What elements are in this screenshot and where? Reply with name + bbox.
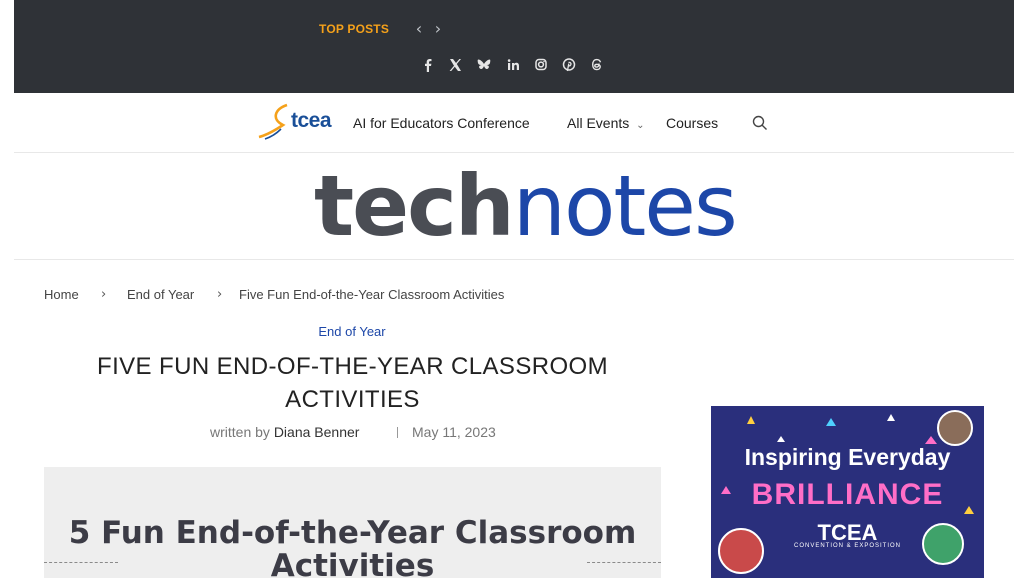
instagram-icon[interactable] — [531, 56, 551, 74]
chevron-right-icon: › — [101, 287, 107, 302]
ad-subtitle: CONVENTION & EXPOSITION — [793, 543, 901, 549]
brand-banner — [14, 153, 1014, 260]
facebook-icon[interactable] — [418, 56, 438, 74]
chevron-right-icon: › — [217, 287, 223, 302]
search-icon[interactable] — [752, 115, 768, 131]
threads-icon[interactable] — [587, 56, 607, 74]
technotes-logo[interactable] — [314, 157, 736, 255]
menu-item-all-events[interactable] — [567, 115, 645, 131]
article-date: May 11, 2023 — [412, 424, 496, 440]
brand-notes-text: notes — [512, 157, 736, 255]
main-header — [14, 93, 1014, 153]
chevron-down-icon: ⌄ — [636, 120, 645, 131]
breadcrumb-current: Five Fun End-of-the-Year Classroom Activities — [239, 287, 505, 302]
menu-item-ai-conference[interactable]: AI for Educators Conference — [353, 115, 530, 131]
brand-tech-text: tech — [314, 157, 513, 255]
written-by-label: written by — [210, 424, 270, 440]
author-link[interactable]: Diana Benner — [273, 424, 360, 440]
pinterest-icon[interactable] — [559, 56, 579, 74]
x-icon[interactable] — [445, 56, 465, 74]
ad-tagline: Inspiring Everyday — [744, 444, 951, 470]
chevron-right-icon[interactable]: › — [434, 19, 442, 38]
menu-item-all-events-label: All Events — [567, 115, 630, 131]
featured-image — [44, 467, 661, 578]
sidebar-ad-banner[interactable] — [711, 406, 984, 578]
ad-brand: TCEA — [817, 520, 878, 545]
breadcrumb-category[interactable]: End of Year — [127, 287, 195, 302]
top-bar — [14, 0, 1014, 93]
meta-divider — [397, 427, 398, 438]
article-meta — [210, 424, 359, 440]
top-posts-label: TOP POSTS — [319, 22, 390, 36]
logo-text: tcea — [291, 109, 332, 132]
linkedin-icon[interactable] — [503, 56, 523, 74]
menu-item-courses[interactable]: Courses — [666, 115, 719, 131]
breadcrumb-home[interactable]: Home — [44, 287, 79, 302]
ad-headline: BRILLIANCE — [751, 478, 944, 511]
bluesky-icon[interactable] — [474, 56, 494, 74]
featured-image-title: 5 Fun End-of-the-Year Classroom Activities — [68, 515, 637, 578]
chevron-left-icon[interactable]: ‹ — [415, 19, 423, 38]
tcea-logo[interactable] — [257, 99, 339, 141]
article-category[interactable]: End of Year — [318, 324, 386, 339]
article-title: FIVE FUN END-OF-THE-YEAR CLASSROOM ACTIVITIES — [97, 353, 608, 413]
